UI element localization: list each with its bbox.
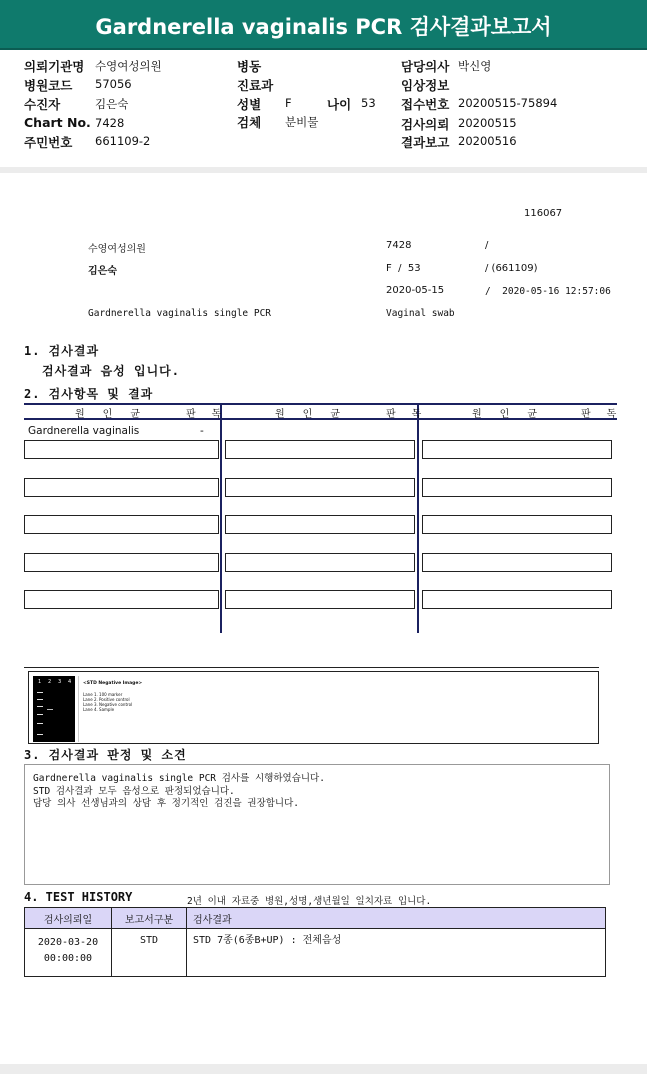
column-divider-1 xyxy=(220,403,222,633)
result-box xyxy=(422,478,612,497)
clinic-name: 수영여성의원 xyxy=(88,244,146,255)
sex-age: F / 53 xyxy=(386,263,421,274)
col1-pathogen-header: 원 인 균 xyxy=(75,409,147,420)
birth-date: / (661109) xyxy=(485,263,538,274)
history-type: STD xyxy=(112,929,187,977)
col2-judgement-header: 판 독 xyxy=(386,409,427,420)
result-box xyxy=(225,553,415,572)
specimen-type: Vaginal swab xyxy=(386,308,455,319)
result-box xyxy=(225,590,415,609)
sex-label: 성별 xyxy=(237,97,262,112)
lane-number: 1 xyxy=(38,679,42,685)
request-value: 20200515 xyxy=(458,116,517,130)
report-title: Gardnerella vaginalis PCR 검사결과보고서 xyxy=(95,15,552,39)
history-date-cell xyxy=(25,929,112,977)
section1-title: 1. 검사결과 xyxy=(24,344,100,358)
request-label: 검사의뢰 xyxy=(401,117,450,132)
row1-pathogen: Gardnerella vaginalis xyxy=(28,425,140,437)
result-box xyxy=(24,440,219,459)
institution-value: 수영여성의원 xyxy=(95,59,162,73)
opinion-box xyxy=(24,764,610,885)
chart-number: 7428 xyxy=(386,240,412,251)
receipt-label: 접수번호 xyxy=(401,97,450,112)
section1-result: 검사결과 음성 입니다. xyxy=(42,364,181,378)
gel-legend-line: Lane 1. 100 marker xyxy=(83,692,123,697)
gel-legend xyxy=(78,676,144,742)
result-box xyxy=(422,440,612,459)
result-box xyxy=(422,515,612,534)
chart-no-value: 7428 xyxy=(95,116,125,130)
result-box xyxy=(225,440,415,459)
gel-top-line xyxy=(24,667,599,668)
rrn-label: 주민번호 xyxy=(24,135,73,150)
gel-caption: <STD Negative Image> xyxy=(83,681,143,686)
history-header-type: 보고서구분 xyxy=(112,908,187,929)
opinion-line: 담당 의사 선생님과의 상담 후 정기적인 검진을 권장합니다. xyxy=(33,798,300,809)
result-box xyxy=(24,590,219,609)
table-row xyxy=(25,929,606,977)
rrn-value: 661109-2 xyxy=(95,134,151,148)
col3-judgement-header: 판 독 xyxy=(581,409,622,420)
institution-label: 의뢰기관명 xyxy=(24,59,85,74)
receipt-value: 20200515-75894 xyxy=(458,96,558,110)
result-box xyxy=(422,590,612,609)
col2-pathogen-header: 원 인 균 xyxy=(275,409,347,420)
clinical-label: 임상정보 xyxy=(401,78,450,93)
history-table xyxy=(24,907,606,977)
chart-slash: / xyxy=(485,240,489,251)
history-time: 00:00:00 xyxy=(43,953,93,964)
gel-electrophoresis-image xyxy=(33,676,75,742)
col3-pathogen-header: 원 인 균 xyxy=(472,409,544,420)
gel-legend-line: Lane 3. Negative control xyxy=(83,702,133,707)
section4-title: 4. TEST HISTORY xyxy=(24,890,133,904)
ward-label: 병동 xyxy=(237,59,262,74)
request-date: 2020-05-15 xyxy=(386,285,445,296)
column-divider-2 xyxy=(417,403,419,633)
patient-id-number: 116067 xyxy=(524,208,563,219)
test-name: Gardnerella vaginalis single PCR xyxy=(88,308,272,319)
history-header-result: 검사결과 xyxy=(187,908,606,929)
result-box xyxy=(422,553,612,572)
doctor-value: 박신영 xyxy=(458,59,492,73)
history-date: 2020-03-20 xyxy=(37,937,99,948)
result-box xyxy=(24,515,219,534)
report-date-label: 결과보고 xyxy=(401,135,450,150)
gel-legend-line: Lane 2. Positive control xyxy=(83,697,130,702)
lane-number: 3 xyxy=(58,679,62,685)
report-date-value: 20200516 xyxy=(458,134,517,148)
section2-title: 2. 검사항목 및 결과 xyxy=(24,387,154,401)
lane-number: 2 xyxy=(48,679,52,685)
report-title-bar xyxy=(0,0,647,50)
result-box xyxy=(24,553,219,572)
age-value: 53 xyxy=(361,96,376,110)
age-label: 나이 xyxy=(327,97,352,112)
sex-value: F xyxy=(285,96,292,110)
chart-no-label: Chart No. xyxy=(24,115,91,130)
dept-label: 진료과 xyxy=(237,78,274,93)
col1-judgement-header: 판 독 xyxy=(186,409,227,420)
gel-legend-line: Lane 4. Sample xyxy=(83,707,115,712)
opinion-line: STD 검사결과 모두 음성으로 판정되었습니다. xyxy=(33,786,235,797)
result-box xyxy=(225,515,415,534)
section3-title: 3. 검사결과 판정 및 소견 xyxy=(24,748,187,762)
report-datetime: / 2020-05-16 12:57:06 xyxy=(485,286,611,297)
row1-result: - xyxy=(200,425,204,437)
opinion-line: Gardnerella vaginalis single PCR 검사를 시행하였습니다. xyxy=(33,773,325,784)
header-separator xyxy=(0,167,647,173)
hospital-code-label: 병원코드 xyxy=(24,78,73,93)
history-header-date: 검사의뢰일 xyxy=(25,908,112,929)
history-note: 2년 이내 자료중 병원,성명,생년월일 일치자료 입니다. xyxy=(187,896,432,907)
history-result: STD 7종(6종B+UP) : 전체음성 xyxy=(187,929,606,977)
result-box xyxy=(225,478,415,497)
patient-name: 김은숙 xyxy=(88,266,117,277)
hospital-code-value: 57056 xyxy=(95,77,132,91)
footer-band xyxy=(0,1064,647,1074)
result-box xyxy=(24,478,219,497)
specimen-label: 검체 xyxy=(237,115,262,130)
doctor-label: 담당의사 xyxy=(401,59,450,74)
patient-value: 김은숙 xyxy=(95,97,129,111)
lane-number: 4 xyxy=(68,679,72,685)
specimen-value: 분비물 xyxy=(285,115,319,129)
patient-label: 수진자 xyxy=(24,97,61,112)
